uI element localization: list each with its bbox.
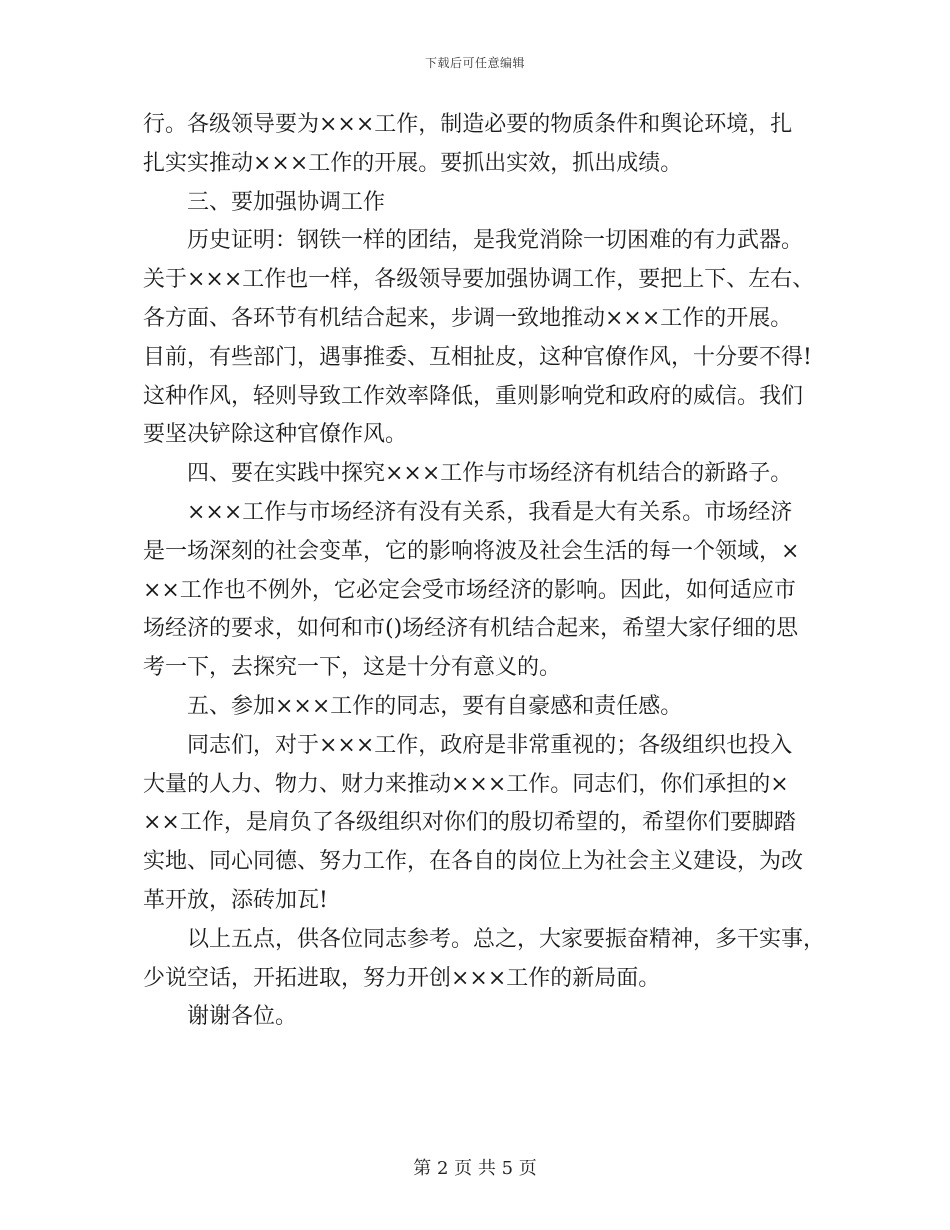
text-line: 场经济的要求，如何和市()场经济有机结合起来，希望大家仔细的思 [143,616,799,642]
text-line: 扎实实推动×××工作的开展。要抓出实效，抓出成绩。 [143,150,683,176]
text-line: 革开放，添砖加瓦! [143,887,328,913]
text-line: 行。各级领导要为×××工作，制造必要的物质条件和舆论环境，扎 [143,112,793,137]
page-number-footer: 第 2 页 共 5 页 [413,1158,537,1179]
text-line: 是一场深刻的社会变革，它的影响将波及社会生活的每一个领域，× [143,538,800,564]
text-line: 考一下，去探究一下，这是十分有意义的。 [143,655,562,681]
section-heading: 四、要在实践中探究×××工作与市场经济有机结合的新路子。 [187,461,793,487]
text-line: 各方面、各环节有机结合起来，步调一致地推动×××工作的开展。 [143,305,793,331]
text-line: 历史证明：钢铁一样的团结，是我党消除一切困难的有力武器。 [187,228,804,254]
text-line: 关于×××工作也一样，各级领导要加强协调工作，要把上下、左右、 [143,267,815,293]
section-heading: 三、要加强协调工作 [187,189,386,215]
section-heading: 五、参加×××工作的同志，要有自豪感和责任感。 [187,693,683,719]
text-line: 少说空话，开拓进取，努力开创×××工作的新局面。 [143,965,661,991]
document-body [143,106,826,1037]
text-line: ×××工作与市场经济有没有关系，我看是大有关系。市场经济 [187,499,793,525]
text-line: 这种作风，轻则导致工作效率降低，重则影响党和政府的威信。我们 [143,383,804,409]
text-line: 同志们，对于×××工作，政府是非常重视的；各级组织也投入 [187,732,793,758]
text-line: 以上五点，供各位同志参考。总之，大家要振奋精神，多干实事， [187,926,826,952]
text-line: 要坚决铲除这种官僚作风。 [143,422,408,448]
text-line: 目前，有些部门，遇事推委、互相扯皮，这种官僚作风，十分要不得! [143,344,812,370]
text-line: 实地、同心同德、努力工作，在各自的岗位上为社会主义建设，为改 [143,849,804,875]
text-line: ××工作也不例外，它必定会受市场经济的影响。因此，如何适应市 [143,577,796,603]
text-line: 大量的人力、物力、财力来推动×××工作。同志们，你们承担的× [143,771,789,797]
text-line: ××工作，是肩负了各级组织对你们的殷切希望的，希望你们要脚踏 [143,810,796,836]
page-header: 下载后可任意编辑 [424,56,525,70]
closing-line: 谢谢各位。 [187,1004,298,1030]
